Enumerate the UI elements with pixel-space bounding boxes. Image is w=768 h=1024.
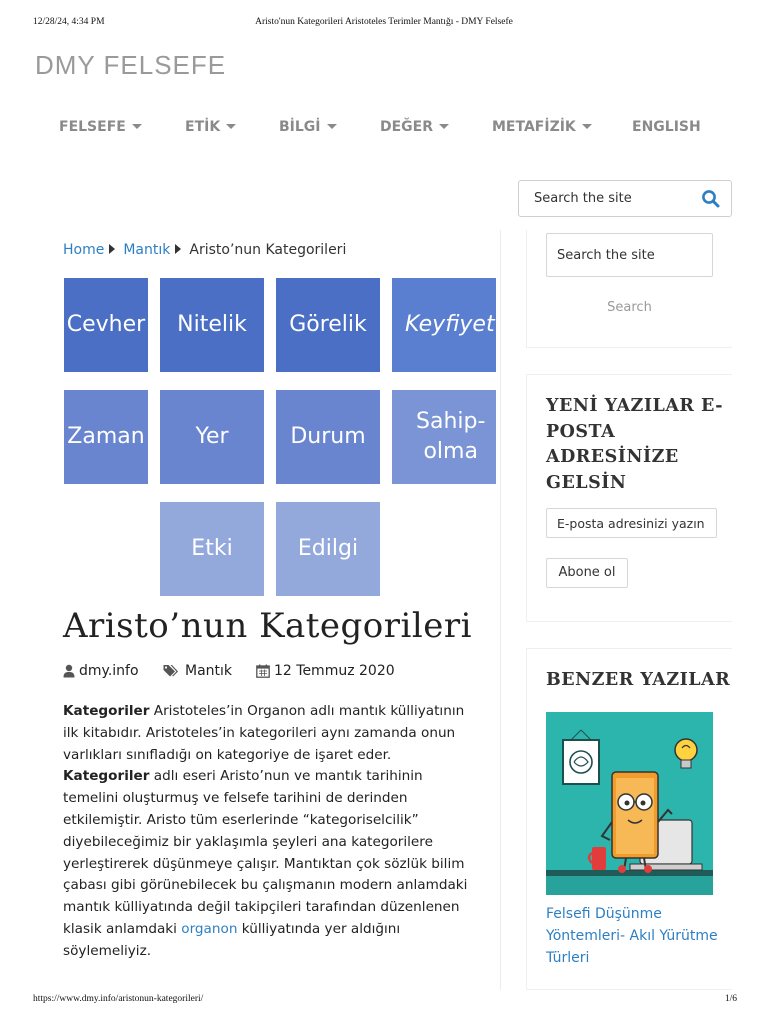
subscribe-button[interactable]: Abone ol (546, 558, 628, 588)
related-heading: BENZER YAZILAR (546, 670, 731, 690)
post-author[interactable] (63, 663, 139, 679)
category-label: Cevher (66, 312, 146, 337)
site-title[interactable]: DMY FELSEFE (35, 50, 227, 80)
header-search-input[interactable] (520, 182, 690, 215)
breadcrumb (63, 242, 346, 258)
article-body (63, 701, 475, 963)
category-label: Durum (290, 424, 366, 449)
article-text: külliyatında yer aldığını söylemeliyiz. (63, 920, 401, 959)
print-datetime: 12/28/24, 4:34 PM (33, 17, 105, 27)
nav-item-label: METAFİZİK (492, 119, 576, 135)
subscribe-widget (526, 374, 732, 622)
category-box-edilgi (276, 502, 380, 596)
sidebar-search-input[interactable] (546, 233, 713, 277)
search-icon[interactable] (701, 189, 721, 209)
article-paragraph (63, 701, 475, 963)
related-post-link[interactable]: Felsefi Düşünme Yöntemleri- Akıl Yürütme Türleri (546, 906, 718, 966)
sidebar-divider (500, 230, 501, 990)
subscribe-heading: YENİ YAZILAR E-POSTA ADRESİNİZE GELSİN (546, 396, 723, 493)
print-footer (33, 994, 737, 1008)
related-post-thumbnail[interactable] (546, 712, 713, 895)
nav-item-etik[interactable] (185, 119, 236, 135)
related-posts-widget (526, 648, 732, 990)
chevron-down-icon (439, 124, 449, 129)
article-text: Aristoteles’in Organon adlı mantık külliyatının ilk kitabıdır. Aristoteles’in kategorileri aynı zamanda onun varlıkları sınıfladığı on kategoriye de işaret eder. (63, 703, 465, 763)
bold-term: Kategoriler (63, 768, 150, 785)
email-field[interactable] (546, 508, 717, 538)
category-box-durum (276, 390, 380, 484)
category-label: Etki (191, 536, 233, 561)
post-category[interactable] (163, 663, 232, 679)
category-box-sahip-olma (392, 390, 496, 484)
post-author-name: dmy.info (79, 663, 139, 679)
header-search (518, 180, 732, 217)
category-label: Zaman (67, 424, 145, 449)
sidebar-search-widget (526, 230, 732, 348)
article-text: adlı eseri Aristo’nun ve mantık tarihinin temelini oluşturmuş ve felsefe tarihini de derinden etkilemiştir. Aristo tüm eserlerinde “kategoriselcilik” diyebileceğimiz bir yaklaşımla şeyleri ana kategorilere yerleştirerek düşünmeye çalışır. Mantıktan çok sözlük bilim çabası gibi görünebilecek bu çalışmanın modern anlamdaki mantık külliyatında değil takipçileri tarafından düzenlenen klasik anlamdaki (63, 768, 468, 937)
breadcrumb-home-link[interactable]: Home (63, 242, 105, 258)
category-label: Keyfiyet (405, 312, 495, 337)
post-date (256, 663, 395, 679)
post-title: Aristo’nun Kategorileri (63, 606, 473, 646)
print-page-title: Aristo'nun Kategorileri Aristoteles Terimler Mantığı - DMY Felsefe (255, 17, 513, 27)
category-box-keyfiyet (392, 278, 496, 372)
nav-item-label: DEĞER (380, 119, 434, 135)
nav-item-metafizik[interactable] (492, 119, 592, 135)
print-url: https://www.dmy.info/aristonun-kategorileri/ (33, 994, 204, 1004)
category-label: Nitelik (177, 312, 247, 337)
post-date-text: 12 Temmuz 2020 (274, 663, 395, 679)
chevron-down-icon (132, 124, 142, 129)
print-page-number: 1/6 (724, 994, 737, 1004)
category-box-etki (160, 502, 264, 596)
category-box-cevher (64, 278, 148, 372)
calendar-icon (256, 664, 270, 678)
chevron-down-icon (582, 124, 592, 129)
category-box-yer (160, 390, 264, 484)
category-label: Sahip- olma (416, 409, 486, 464)
bold-term: Kategoriler (63, 703, 150, 719)
caret-right-icon (175, 244, 181, 254)
breadcrumb-current: Aristo’nun Kategorileri (189, 242, 347, 258)
categories-featured-image (63, 278, 495, 596)
chevron-down-icon (327, 124, 337, 129)
caret-right-icon (109, 244, 115, 254)
category-box-gorelik (276, 278, 380, 372)
tags-icon (163, 664, 181, 678)
category-box-zaman (64, 390, 148, 484)
main-nav (0, 119, 768, 143)
nav-item-label: ENGLISH (632, 119, 701, 135)
nav-item-bilgi[interactable] (279, 119, 337, 135)
nav-item-label: BİLGİ (279, 119, 321, 135)
print-header (33, 17, 735, 31)
nav-item-label: ETİK (185, 119, 221, 135)
sidebar-search-button[interactable]: Search (607, 300, 652, 315)
breadcrumb-category-link[interactable]: Mantık (123, 242, 171, 258)
post-category-name: Mantık (185, 663, 233, 679)
category-box-nitelik (160, 278, 264, 372)
nav-item-deger[interactable] (380, 119, 449, 135)
nav-item-english[interactable] (632, 119, 701, 135)
nav-item-felsefe[interactable] (59, 119, 142, 135)
chevron-down-icon (226, 124, 236, 129)
category-label: Edilgi (297, 536, 359, 561)
nav-item-label: FELSEFE (59, 119, 126, 135)
category-label: Yer (195, 424, 229, 449)
user-icon (63, 664, 75, 678)
category-label: Görelik (289, 312, 367, 337)
organon-link[interactable]: organon (181, 920, 238, 937)
